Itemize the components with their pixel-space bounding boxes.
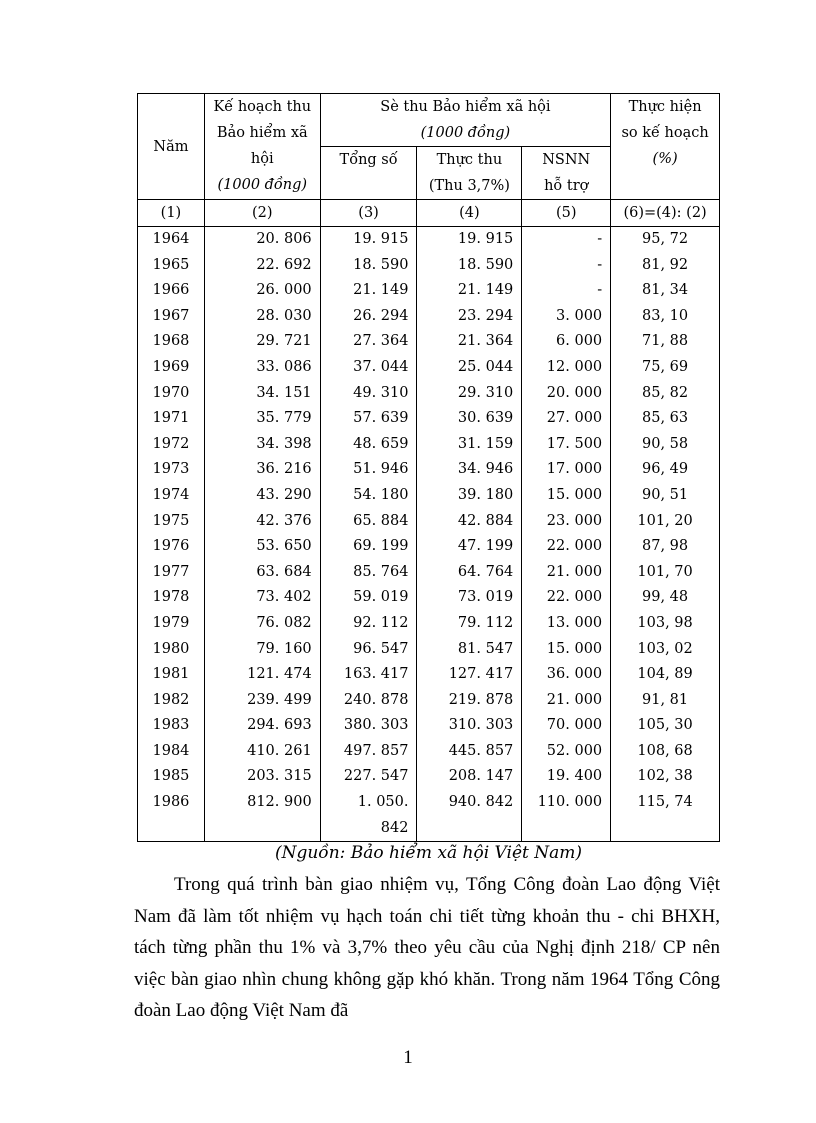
- table-row: [138, 611, 720, 637]
- cell-plan: 22. 692: [204, 253, 320, 279]
- cell-nsnn: 22. 000: [522, 585, 611, 611]
- cell-total: 92. 112: [320, 611, 417, 637]
- cell-year: 1983: [138, 713, 205, 739]
- cell-performance: 102, 38: [611, 764, 720, 790]
- cell-performance: 101, 70: [611, 560, 720, 586]
- cell-year: 1968: [138, 329, 205, 355]
- cell-year: 1984: [138, 739, 205, 765]
- cell-performance: 95, 72: [611, 227, 720, 253]
- cell-nsnn: 15. 000: [522, 637, 611, 663]
- cell-nsnn: 21. 000: [522, 560, 611, 586]
- cell-performance: 101, 20: [611, 509, 720, 535]
- table-row: [138, 509, 720, 535]
- cell-actual: 34. 946: [417, 457, 522, 483]
- source-note: (Nguồn: Bảo hiểm xã hội Việt Nam): [274, 843, 583, 863]
- cell-year: 1965: [138, 253, 205, 279]
- cell-total: 57. 639: [320, 406, 417, 432]
- cell-plan: 53. 650: [204, 534, 320, 560]
- cell-performance: 90, 58: [611, 432, 720, 458]
- cell-nsnn: 21. 000: [522, 688, 611, 714]
- cell-total: 380. 303: [320, 713, 417, 739]
- cell-year: 1979: [138, 611, 205, 637]
- table-row: [138, 688, 720, 714]
- table-row: [138, 278, 720, 304]
- column-number-row: [138, 200, 720, 227]
- cell-plan: 34. 151: [204, 381, 320, 407]
- cell-total: 842: [320, 816, 417, 842]
- cell-plan: 20. 806: [204, 227, 320, 253]
- col-number: (4): [417, 200, 522, 227]
- col-number: (5): [522, 200, 611, 227]
- cell-total: 65. 884: [320, 509, 417, 535]
- cell-performance: 90, 51: [611, 483, 720, 509]
- cell-plan: 73. 402: [204, 585, 320, 611]
- table-row: [138, 406, 720, 432]
- col-number: (2): [204, 200, 320, 227]
- cell-plan: 203. 315: [204, 764, 320, 790]
- cell-plan: 36. 216: [204, 457, 320, 483]
- cell-plan: 63. 684: [204, 560, 320, 586]
- body-paragraph: Trong quá trình bàn giao nhiệm vụ, Tổng Công đoàn Lao động Việt Nam đã làm tốt nhiệm vụ hạch toán chi tiết từng khoản thu - chi BHXH, tách từng phần thu 1% và 3,7% theo yêu cầu của Nghị định 218/ CP nên việc bàn giao nhìn chung không gặp khó khăn. Trong năm 1964 Tổng Công đoàn Lao động Việt Nam đã: [134, 874, 720, 1021]
- cell-plan: 410. 261: [204, 739, 320, 765]
- cell-actual: 940. 842: [417, 790, 522, 816]
- cell-performance: 83, 10: [611, 304, 720, 330]
- table-row: [138, 304, 720, 330]
- cell-total: 240. 878: [320, 688, 417, 714]
- cell-nsnn: -: [522, 278, 611, 304]
- cell-year: 1967: [138, 304, 205, 330]
- cell-performance: 85, 82: [611, 381, 720, 407]
- table-row: [138, 227, 720, 253]
- cell-actual: 21. 149: [417, 278, 522, 304]
- cell-year: 1985: [138, 764, 205, 790]
- cell-nsnn: 36. 000: [522, 662, 611, 688]
- insurance-collection-table: [137, 93, 720, 842]
- cell-nsnn: 23. 000: [522, 509, 611, 535]
- cell-total: 227. 547: [320, 764, 417, 790]
- table-row: [138, 483, 720, 509]
- table-row: [138, 560, 720, 586]
- cell-year: 1964: [138, 227, 205, 253]
- table-row: [138, 739, 720, 765]
- cell-actual: 81. 547: [417, 637, 522, 663]
- cell-nsnn: 17. 000: [522, 457, 611, 483]
- cell-nsnn: 27. 000: [522, 406, 611, 432]
- cell-actual: 47. 199: [417, 534, 522, 560]
- cell-nsnn: 52. 000: [522, 739, 611, 765]
- cell-performance: 85, 63: [611, 406, 720, 432]
- cell-actual: 29. 310: [417, 381, 522, 407]
- page-number: 1: [403, 1047, 413, 1068]
- cell-plan: 42. 376: [204, 509, 320, 535]
- table-row: [138, 253, 720, 279]
- cell-plan: 79. 160: [204, 637, 320, 663]
- cell-performance: 96, 49: [611, 457, 720, 483]
- cell-total: 26. 294: [320, 304, 417, 330]
- table-row: [138, 764, 720, 790]
- cell-actual: 64. 764: [417, 560, 522, 586]
- cell-performance: 87, 98: [611, 534, 720, 560]
- cell-plan: 812. 900: [204, 790, 320, 816]
- table-row: [138, 662, 720, 688]
- cell-year: 1966: [138, 278, 205, 304]
- cell-year: 1977: [138, 560, 205, 586]
- cell-nsnn: 110. 000: [522, 790, 611, 816]
- cell-total: 54. 180: [320, 483, 417, 509]
- cell-performance: 71, 88: [611, 329, 720, 355]
- cell-plan: 76. 082: [204, 611, 320, 637]
- cell-performance: [611, 816, 720, 842]
- cell-nsnn: 13. 000: [522, 611, 611, 637]
- cell-performance: 108, 68: [611, 739, 720, 765]
- cell-performance: 99, 48: [611, 585, 720, 611]
- cell-year: 1969: [138, 355, 205, 381]
- cell-actual: 39. 180: [417, 483, 522, 509]
- cell-nsnn: -: [522, 253, 611, 279]
- cell-year: 1972: [138, 432, 205, 458]
- cell-year: 1971: [138, 406, 205, 432]
- table-row: [138, 329, 720, 355]
- cell-actual: 445. 857: [417, 739, 522, 765]
- cell-year: 1982: [138, 688, 205, 714]
- cell-total: 59. 019: [320, 585, 417, 611]
- header-nsnn: NSNN hỗ trợ: [522, 147, 611, 200]
- cell-actual: 30. 639: [417, 406, 522, 432]
- cell-plan: 294. 693: [204, 713, 320, 739]
- cell-actual: [417, 816, 522, 842]
- table-body: [138, 227, 720, 842]
- cell-actual: 208. 147: [417, 764, 522, 790]
- cell-nsnn: 12. 000: [522, 355, 611, 381]
- table-row: [138, 585, 720, 611]
- cell-performance: 115, 74: [611, 790, 720, 816]
- cell-year: 1974: [138, 483, 205, 509]
- cell-performance: 103, 98: [611, 611, 720, 637]
- col-number: (3): [320, 200, 417, 227]
- cell-performance: 81, 34: [611, 278, 720, 304]
- cell-plan: 29. 721: [204, 329, 320, 355]
- cell-actual: 219. 878: [417, 688, 522, 714]
- cell-nsnn: 20. 000: [522, 381, 611, 407]
- table-row: [138, 790, 720, 816]
- cell-total: 85. 764: [320, 560, 417, 586]
- cell-actual: 21. 364: [417, 329, 522, 355]
- header-total: Tổng số: [320, 147, 417, 200]
- cell-year: [138, 816, 205, 842]
- table-row: [138, 713, 720, 739]
- cell-performance: 75, 69: [611, 355, 720, 381]
- cell-plan: 34. 398: [204, 432, 320, 458]
- header-plan: Kế hoạch thu Bảo hiểm xã hội (1000 đồng): [204, 94, 320, 200]
- cell-performance: 104, 89: [611, 662, 720, 688]
- cell-nsnn: 70. 000: [522, 713, 611, 739]
- cell-year: 1981: [138, 662, 205, 688]
- cell-nsnn: 19. 400: [522, 764, 611, 790]
- cell-nsnn: -: [522, 227, 611, 253]
- cell-plan: 239. 499: [204, 688, 320, 714]
- cell-nsnn: [522, 816, 611, 842]
- cell-total: 21. 149: [320, 278, 417, 304]
- header-collection: Sè thu Bảo hiểm xã hội (1000 đồng): [320, 94, 610, 147]
- cell-year: 1986: [138, 790, 205, 816]
- cell-nsnn: 22. 000: [522, 534, 611, 560]
- cell-total: 497. 857: [320, 739, 417, 765]
- cell-year: 1980: [138, 637, 205, 663]
- cell-total: 18. 590: [320, 253, 417, 279]
- table-row: [138, 457, 720, 483]
- cell-performance: 103, 02: [611, 637, 720, 663]
- cell-year: 1978: [138, 585, 205, 611]
- cell-actual: 19. 915: [417, 227, 522, 253]
- cell-total: 69. 199: [320, 534, 417, 560]
- cell-nsnn: 6. 000: [522, 329, 611, 355]
- table-row: [138, 637, 720, 663]
- cell-plan: [204, 816, 320, 842]
- cell-actual: 127. 417: [417, 662, 522, 688]
- cell-actual: 18. 590: [417, 253, 522, 279]
- cell-total: 49. 310: [320, 381, 417, 407]
- cell-nsnn: 17. 500: [522, 432, 611, 458]
- cell-total: 37. 044: [320, 355, 417, 381]
- cell-plan: 43. 290: [204, 483, 320, 509]
- cell-total: 19. 915: [320, 227, 417, 253]
- cell-nsnn: 15. 000: [522, 483, 611, 509]
- cell-year: 1973: [138, 457, 205, 483]
- table-row: [138, 534, 720, 560]
- cell-plan: 121. 474: [204, 662, 320, 688]
- cell-total: 163. 417: [320, 662, 417, 688]
- cell-actual: 42. 884: [417, 509, 522, 535]
- header-actual: Thực thu (Thu 3,7%): [417, 147, 522, 200]
- cell-actual: 31. 159: [417, 432, 522, 458]
- cell-plan: 35. 779: [204, 406, 320, 432]
- cell-total: 27. 364: [320, 329, 417, 355]
- cell-performance: 91, 81: [611, 688, 720, 714]
- table-row: [138, 816, 720, 842]
- cell-total: 51. 946: [320, 457, 417, 483]
- cell-performance: 105, 30: [611, 713, 720, 739]
- cell-actual: 25. 044: [417, 355, 522, 381]
- cell-plan: 26. 000: [204, 278, 320, 304]
- cell-actual: 73. 019: [417, 585, 522, 611]
- cell-year: 1976: [138, 534, 205, 560]
- cell-year: 1975: [138, 509, 205, 535]
- col-number: (6)=(4): (2): [611, 200, 720, 227]
- cell-performance: 81, 92: [611, 253, 720, 279]
- cell-actual: 79. 112: [417, 611, 522, 637]
- col-number: (1): [138, 200, 205, 227]
- cell-total: 96. 547: [320, 637, 417, 663]
- table-row: [138, 381, 720, 407]
- cell-total: 1. 050.: [320, 790, 417, 816]
- header-performance: Thực hiện so kế hoạch (%): [611, 94, 720, 200]
- cell-nsnn: 3. 000: [522, 304, 611, 330]
- table-row: [138, 432, 720, 458]
- cell-actual: 310. 303: [417, 713, 522, 739]
- cell-plan: 33. 086: [204, 355, 320, 381]
- cell-year: 1970: [138, 381, 205, 407]
- cell-actual: 23. 294: [417, 304, 522, 330]
- cell-total: 48. 659: [320, 432, 417, 458]
- cell-plan: 28. 030: [204, 304, 320, 330]
- header-year: Năm: [138, 94, 205, 200]
- table-row: [138, 355, 720, 381]
